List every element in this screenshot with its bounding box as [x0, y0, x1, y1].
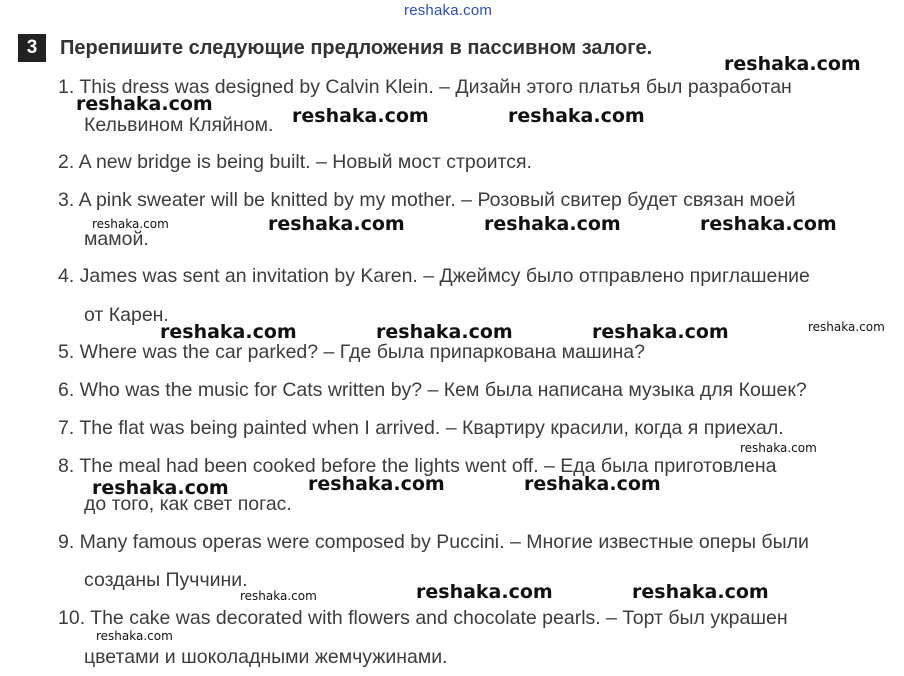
exercise-number-badge: 3: [18, 34, 46, 62]
exercise-instruction: Перепишите следующие предложения в пассивном залоге.: [60, 37, 653, 59]
sentence-1-line-2: Кельвином Кляйном.: [84, 114, 274, 136]
watermark: reshaka.com: [416, 581, 553, 603]
sentence-9-line-1: 9. Many famous operas were composed by Puccini. – Многие известные оперы были: [58, 531, 809, 553]
watermark: reshaka.com: [240, 589, 317, 603]
sentence-8-line-1: 8. The meal had been cooked before the lights went off. – Еда была приготовлена: [58, 455, 777, 477]
watermark: reshaka.com: [484, 213, 621, 235]
site-watermark: reshaka.com: [404, 2, 493, 19]
watermark: reshaka.com: [268, 213, 405, 235]
watermark: reshaka.com: [292, 105, 429, 127]
sentence-4-line-1: 4. James was sent an invitation by Karen. – Джеймсу было отправлено приглашение: [58, 265, 810, 287]
sentence-10-line-1: 10. The cake was decorated with flowers and chocolate pearls. – Торт был украшен: [58, 607, 788, 629]
watermark: reshaka.com: [160, 321, 297, 343]
watermark: reshaka.com: [508, 105, 645, 127]
sentence-6-line-1: 6. Who was the music for Cats written by? – Кем была написана музыка для Кошек?: [58, 379, 807, 401]
sentence-4-line-2: от Карен.: [84, 304, 169, 326]
sentence-8-line-2: до того, как свет погас.: [84, 493, 292, 515]
sentence-9-line-2: созданы Пуччини.: [84, 569, 248, 591]
watermark: reshaka.com: [632, 581, 769, 603]
watermark: reshaka.com: [92, 477, 229, 499]
sentence-7-line-1: 7. The flat was being painted when I arrived. – Квартиру красили, когда я приехал.: [58, 417, 784, 439]
watermark: reshaka.com: [724, 53, 861, 75]
watermark: reshaka.com: [308, 473, 445, 495]
watermark: reshaka.com: [376, 321, 513, 343]
sentence-1-line-1: 1. This dress was designed by Calvin Klein. – Дизайн этого платья был разработан: [58, 76, 792, 98]
sentence-10-line-2: цветами и шоколадными жемчужинами.: [84, 646, 448, 668]
watermark: reshaka.com: [808, 320, 885, 334]
sentence-5-line-1: 5. Where was the car parked? – Где была припаркована машина?: [58, 341, 645, 363]
watermark: reshaka.com: [76, 93, 213, 115]
sentence-3-line-1: 3. A pink sweater will be knitted by my mother. – Розовый свитер будет связан моей: [58, 189, 796, 211]
sentence-3-line-2: мамой.: [84, 228, 149, 250]
watermark: reshaka.com: [740, 441, 817, 455]
watermark: reshaka.com: [700, 213, 837, 235]
sentence-2-line-1: 2. A new bridge is being built. – Новый мост строится.: [58, 151, 532, 173]
watermark: reshaka.com: [96, 629, 173, 643]
watermark: reshaka.com: [592, 321, 729, 343]
watermark: reshaka.com: [524, 473, 661, 495]
watermark: reshaka.com: [92, 217, 169, 231]
